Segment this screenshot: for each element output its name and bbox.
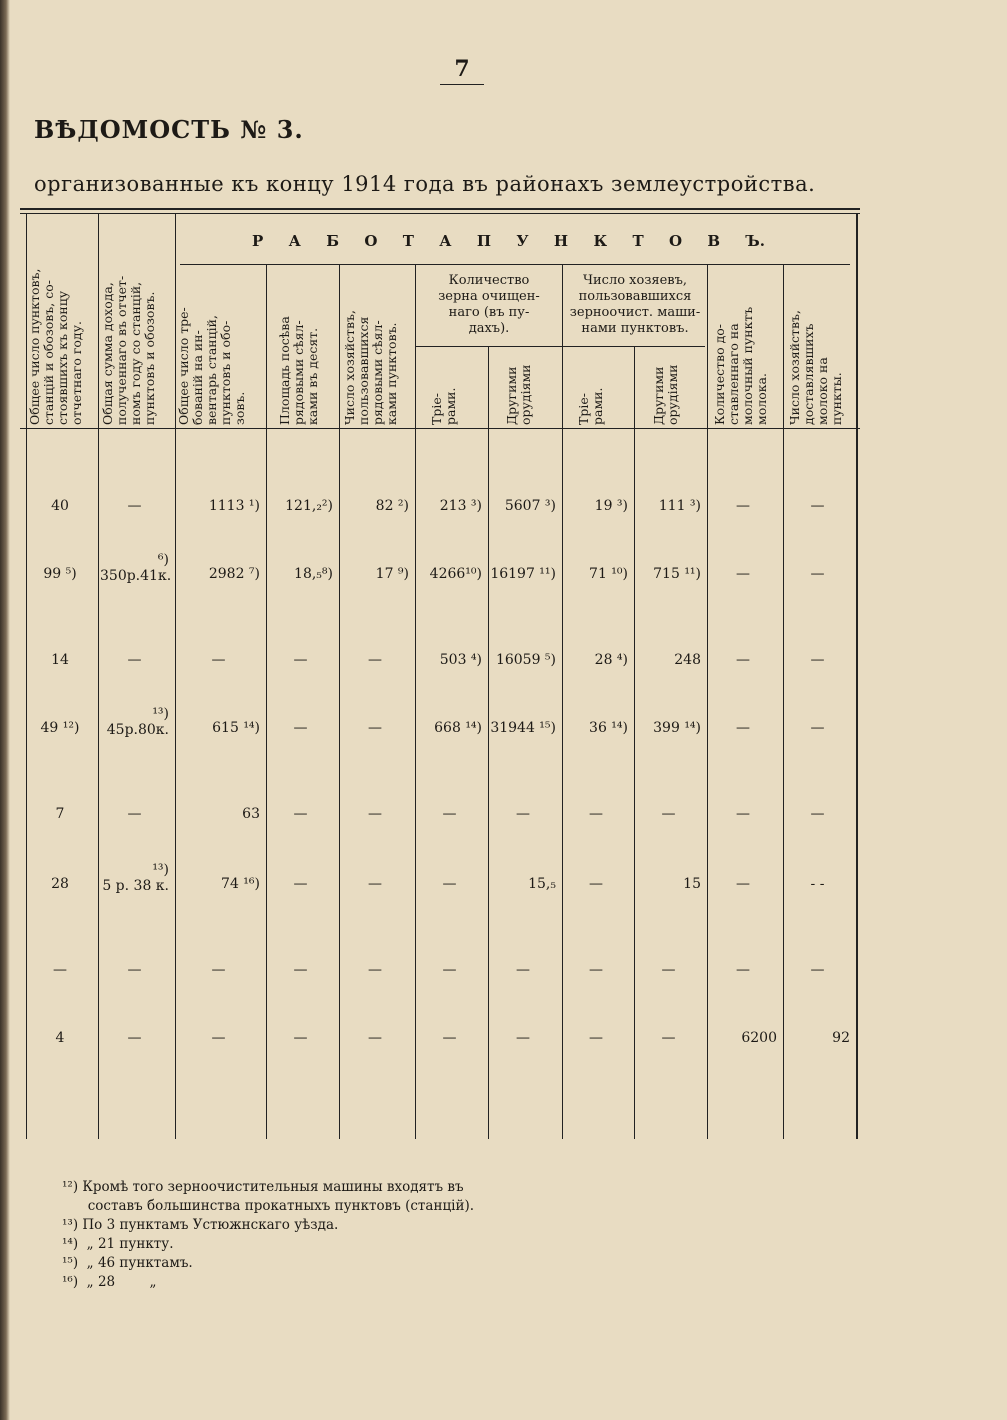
table-cell: ⁶) 350р.41к. [100, 552, 172, 584]
table-cell: 14 [51, 652, 69, 668]
footnote: ¹⁶) „ 28 „ [62, 1274, 157, 1290]
table-cell: — [293, 806, 308, 822]
table-cell: 31944 ¹⁵) [490, 720, 556, 736]
table-cell: 16059 ⁵) [495, 652, 556, 668]
table-cell: — [736, 498, 750, 514]
table-cell: 36 ¹⁴) [589, 720, 628, 736]
rabota-letter: Б [326, 232, 340, 250]
table-cell: — [516, 806, 530, 822]
table-cell: 28 [51, 876, 69, 892]
table-cell: — [516, 962, 530, 978]
table-cell: — [293, 876, 308, 892]
rabota-letter: О [364, 232, 378, 250]
table-cell: — [589, 962, 603, 978]
rabota-letter: В [707, 232, 721, 250]
table-cell: — [127, 498, 142, 514]
header-milk-amount: Количество до- ставленнаго на молочный пунктъ молока. [712, 306, 769, 425]
table-cell: 503 ⁴) [439, 652, 482, 668]
table-cell: 40 [51, 498, 69, 514]
table-cell: 213 ³) [439, 498, 482, 514]
table-cell: 99 ⁵) [43, 566, 77, 582]
page-number: 7 [440, 56, 484, 85]
header-grain-group: Количество зерна очищен- наго (въ пу- дахъ). [438, 273, 540, 336]
table-cell: ¹³) 45р.80к. [106, 706, 169, 738]
table-cell: 15 [683, 876, 701, 892]
page-binding-edge [0, 0, 10, 1420]
table-cell: — [211, 962, 226, 978]
table-cell: 4266¹⁰) [429, 566, 482, 582]
table-cell: — [589, 1030, 603, 1046]
table-cell: — [810, 498, 825, 514]
table-cell: — [211, 1030, 226, 1046]
rabota-letter: П [476, 232, 492, 250]
header-grain-trier: Трiе- рами. [429, 387, 458, 425]
table-cell: — [810, 806, 825, 822]
table-top-rule [20, 208, 860, 210]
rabota-rule [180, 264, 850, 265]
header-owners-group: Число хозяевъ, пользовавшихся зерноочист. маши- нами пунктовъ. [569, 273, 701, 336]
header-bottom-rule [20, 428, 860, 429]
table-cell: — [589, 876, 603, 892]
vline-5 [415, 265, 416, 1139]
table-cell: — [293, 962, 308, 978]
rabota-letter: У [516, 232, 529, 250]
table-cell: — [810, 652, 825, 668]
table-cell: 6200 [741, 1030, 777, 1046]
table-cell: 92 [832, 1030, 850, 1046]
header-households-seeders: Число хозяйствъ, пользовавшихся рядовыми сѣял- ками пунктовъ. [342, 310, 399, 425]
rabota-letter: Т [632, 232, 644, 250]
table-cell: 18,₅⁸) [294, 566, 333, 582]
table-cell: — [810, 566, 825, 582]
table-cell: — [127, 806, 142, 822]
table-cell: — [736, 566, 750, 582]
rabota-letter: К [593, 232, 608, 250]
document-title: ВѢДОМОСТЬ № 3. [34, 115, 304, 144]
vline-3 [266, 265, 267, 1139]
table-cell: 615 ¹⁴) [212, 720, 260, 736]
table-cell: — [736, 720, 750, 736]
table-cell: — [368, 876, 382, 892]
document-subtitle: организованные къ концу 1914 года въ районахъ землеустройства. [34, 172, 816, 196]
table-cell: — [127, 1030, 142, 1046]
table-cell: 7 [55, 806, 65, 822]
table-cell: ¹³) 5 р. 38 к. [102, 862, 169, 894]
header-owners-trier: Трiе- рами. [576, 387, 605, 425]
rabota-letter: Н [553, 232, 569, 250]
table-cell: 248 [674, 652, 701, 668]
vline-1 [98, 214, 99, 1139]
table-cell: — [736, 876, 750, 892]
rabota-letter: Р [252, 232, 264, 250]
vline-6 [488, 346, 489, 1139]
rabota-letter: Ъ. [745, 232, 765, 250]
table-cell: 4 [55, 1030, 65, 1046]
table-cell: — [368, 806, 382, 822]
table-cell: 82 ²) [375, 498, 409, 514]
footnote: ¹⁵) „ 46 пунктамъ. [62, 1255, 193, 1271]
header-total-points: Общее число пунктовъ, станцiй и обозовъ, со- стоявшихъ къ концу отчетнаго году. [27, 268, 84, 425]
table-cell: 74 ¹⁶) [221, 876, 260, 892]
table-cell: 2982 ⁷) [208, 566, 260, 582]
table-cell: 15,₅ [528, 876, 556, 892]
table-cell: 71 ¹⁰) [589, 566, 628, 582]
table-cell: — [661, 1030, 676, 1046]
table-cell: — [368, 720, 382, 736]
table-cell: — [736, 652, 750, 668]
vline-8 [634, 346, 635, 1139]
table-cell: — [661, 962, 676, 978]
vline-10 [783, 265, 784, 1139]
header-owners-other: Другими орудiями [651, 364, 680, 425]
table-cell: 49 ¹²) [40, 720, 80, 736]
table-cell: 28 ⁴) [594, 652, 628, 668]
table-cell: - - [810, 876, 825, 892]
footnotes [62, 1178, 474, 1292]
table-cell: 19 ³) [594, 498, 628, 514]
footnote: ¹³) По 3 пунктамъ Устюжнскаго уѣзда. [62, 1217, 339, 1233]
table-cell: 17 ⁹) [375, 566, 409, 582]
table-cell: — [368, 652, 382, 668]
table-cell: 16197 ¹¹) [490, 566, 556, 582]
vline-7 [562, 265, 563, 1139]
table-cell: — [368, 962, 382, 978]
footnote: составъ большинства прокатныхъ пунктовъ (станцiй). [62, 1198, 475, 1214]
table-cell: — [516, 1030, 530, 1046]
table-cell: — [127, 652, 142, 668]
rabota-letter: А [288, 232, 301, 250]
footnote: ¹²) Кромѣ того зерноочистительныя машины входятъ въ [62, 1179, 464, 1195]
table-cell: — [661, 806, 676, 822]
rabota-letter: А [439, 232, 452, 250]
table-cell: 121,₂²) [285, 498, 333, 514]
header-grain-other: Другими орудiями [504, 364, 533, 425]
table-cell: 1113 ¹) [208, 498, 260, 514]
header-milk-households: Число хозяйствъ, доставлявшихъ молоко на пункты. [787, 310, 844, 425]
table-cell: 63 [242, 806, 260, 822]
table-cell: — [293, 720, 308, 736]
table-cell: — [442, 806, 457, 822]
subgroup-rule [415, 346, 705, 347]
rabota-letter: О [668, 232, 683, 250]
table-cell: — [736, 806, 750, 822]
table-cell: — [810, 962, 825, 978]
table-cell: — [442, 1030, 457, 1046]
table-cell: — [589, 806, 603, 822]
footnote: ¹⁴) „ 21 пункту. [62, 1236, 174, 1252]
table-cell: — [736, 962, 750, 978]
header-rabota-punktov [180, 232, 850, 250]
table-top-rule-2 [20, 213, 860, 214]
header-requests: Общее число тре- бованiй на ин- вентарь станцiй, пунктовъ и обо- зовъ. [176, 307, 247, 425]
header-income-sum: Общая сумма дохода, полученнаго въ отчет- номъ году со станцiй, пунктовъ и обозовъ. [100, 275, 157, 425]
table-cell: — [810, 720, 825, 736]
table-cell: 111 ³) [658, 498, 701, 514]
table-cell: 399 ¹⁴) [653, 720, 701, 736]
table-cell: — [442, 962, 457, 978]
table-cell: — [53, 962, 67, 978]
header-sown-area: Площадь посѣва рядовыми сѣял- ками въ десят. [277, 316, 320, 425]
table-cell: — [127, 962, 142, 978]
table-cell: — [293, 1030, 308, 1046]
table-cell: 715 ¹¹) [653, 566, 701, 582]
vline-9 [707, 265, 708, 1139]
table-cell: 5607 ³) [504, 498, 556, 514]
table-cell: — [442, 876, 457, 892]
rabota-letter: Т [402, 232, 414, 250]
table-cell: — [368, 1030, 382, 1046]
vline-4 [339, 265, 340, 1139]
vline-right [856, 214, 858, 1139]
table-cell: 668 ¹⁴) [434, 720, 482, 736]
table-cell: — [293, 652, 308, 668]
table-cell: — [211, 652, 226, 668]
